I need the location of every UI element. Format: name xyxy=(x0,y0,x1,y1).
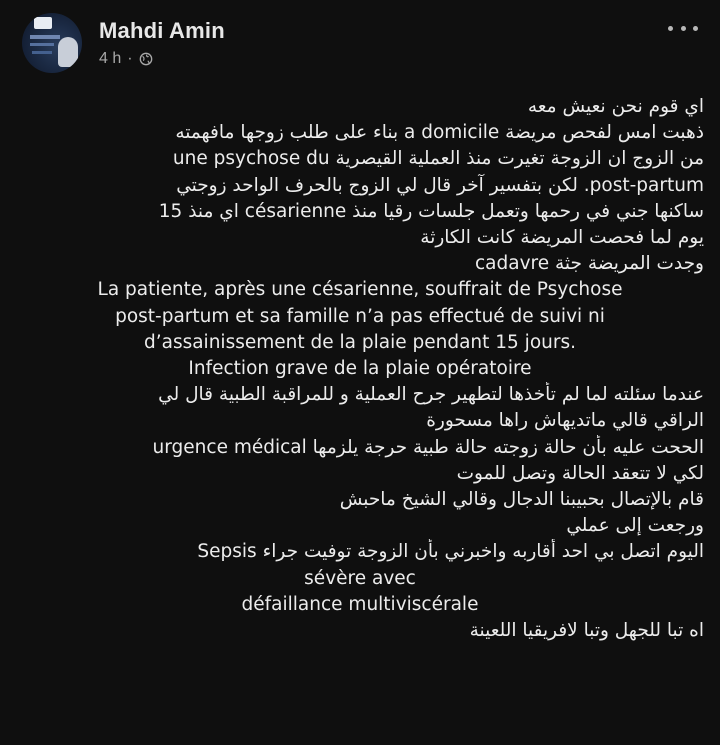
post-text-line: قام بالإتصال بحبيبنا الدجال وقالي الشيخ ماحبش xyxy=(339,489,704,511)
post-text-line: اي قوم نحن نعيش معه xyxy=(527,96,704,117)
post-text-line: sévère avec xyxy=(304,567,416,589)
post-text-line: d’assainissement de la plaie pendant 15 jours. xyxy=(143,331,576,353)
post-text-line: Infection grave de la plaie opératoire xyxy=(188,358,532,380)
avatar-person xyxy=(58,37,78,67)
author-avatar[interactable] xyxy=(22,13,82,73)
post-text-line: الححت عليه بأن حالة زوجته حالة طبية حرجة يلزمها urgence médical xyxy=(152,436,704,458)
more-dot xyxy=(693,26,698,31)
post-text-line: اليوم اتصل بي احد أقاربه واخبرني بأن الزوجة توفيت جراء Sepsis xyxy=(197,541,704,563)
globe-icon[interactable] xyxy=(139,52,153,66)
author-name[interactable]: Mahdi Amin xyxy=(99,18,225,43)
post-text-line: post-partum. لكن بتفسير آخر قال لي الزوج بالحرف الواحد زوجتي xyxy=(176,174,704,196)
post-header xyxy=(0,0,720,80)
post-text-line: اه تبا للجهل وتبا لافريقيا اللعينة xyxy=(469,620,704,642)
post-text-line: عندما سئلته لما لم تأخذها لتطهير جرح العملية و للمراقبة الطبية قال لي xyxy=(158,384,704,406)
more-dot xyxy=(668,26,673,31)
post-text-line: ذهبت امس لفحص مريضة a domicile بناء على طلب زوجها مافهمته xyxy=(175,122,704,144)
post-text-line: الراقي قالي ماتديهاش راها مسحورة xyxy=(426,410,704,432)
post-body xyxy=(16,94,704,644)
avatar-decoration xyxy=(32,51,52,54)
post-time[interactable]: 4 h xyxy=(99,50,122,67)
post-text-line: لكي لا تتعقد الحالة وتصل للموت xyxy=(456,462,704,484)
avatar-decoration xyxy=(30,35,60,39)
post-text-line: وجدت المريضة جثة cadavre xyxy=(475,253,704,275)
post-meta xyxy=(99,50,153,68)
avatar-decoration xyxy=(30,43,54,46)
more-horizontal-icon[interactable] xyxy=(668,22,698,34)
post-text-line: ورجعت إلى عملي xyxy=(566,515,704,537)
post-text-line: ساكنها جني في رحمها وتعمل جلسات رقيا منذ césarienne اي منذ 15 xyxy=(158,200,704,222)
post-text-line: من الزوج ان الزوجة تغيرت منذ العملية القيصرية une psychose du xyxy=(172,148,704,170)
post-text-line: يوم لما فحصت المريضة كانت الكارثة xyxy=(420,227,704,249)
post-text-line: post-partum et sa famille n’a pas effectué de suivi ni xyxy=(115,305,605,327)
avatar-badge xyxy=(34,17,52,29)
meta-separator: · xyxy=(127,50,133,67)
post-text-line: défaillance multiviscérale xyxy=(241,593,479,615)
more-dot xyxy=(681,26,686,31)
post-text-line: La patiente, après une césarienne, souffrait de Psychose xyxy=(97,279,623,301)
